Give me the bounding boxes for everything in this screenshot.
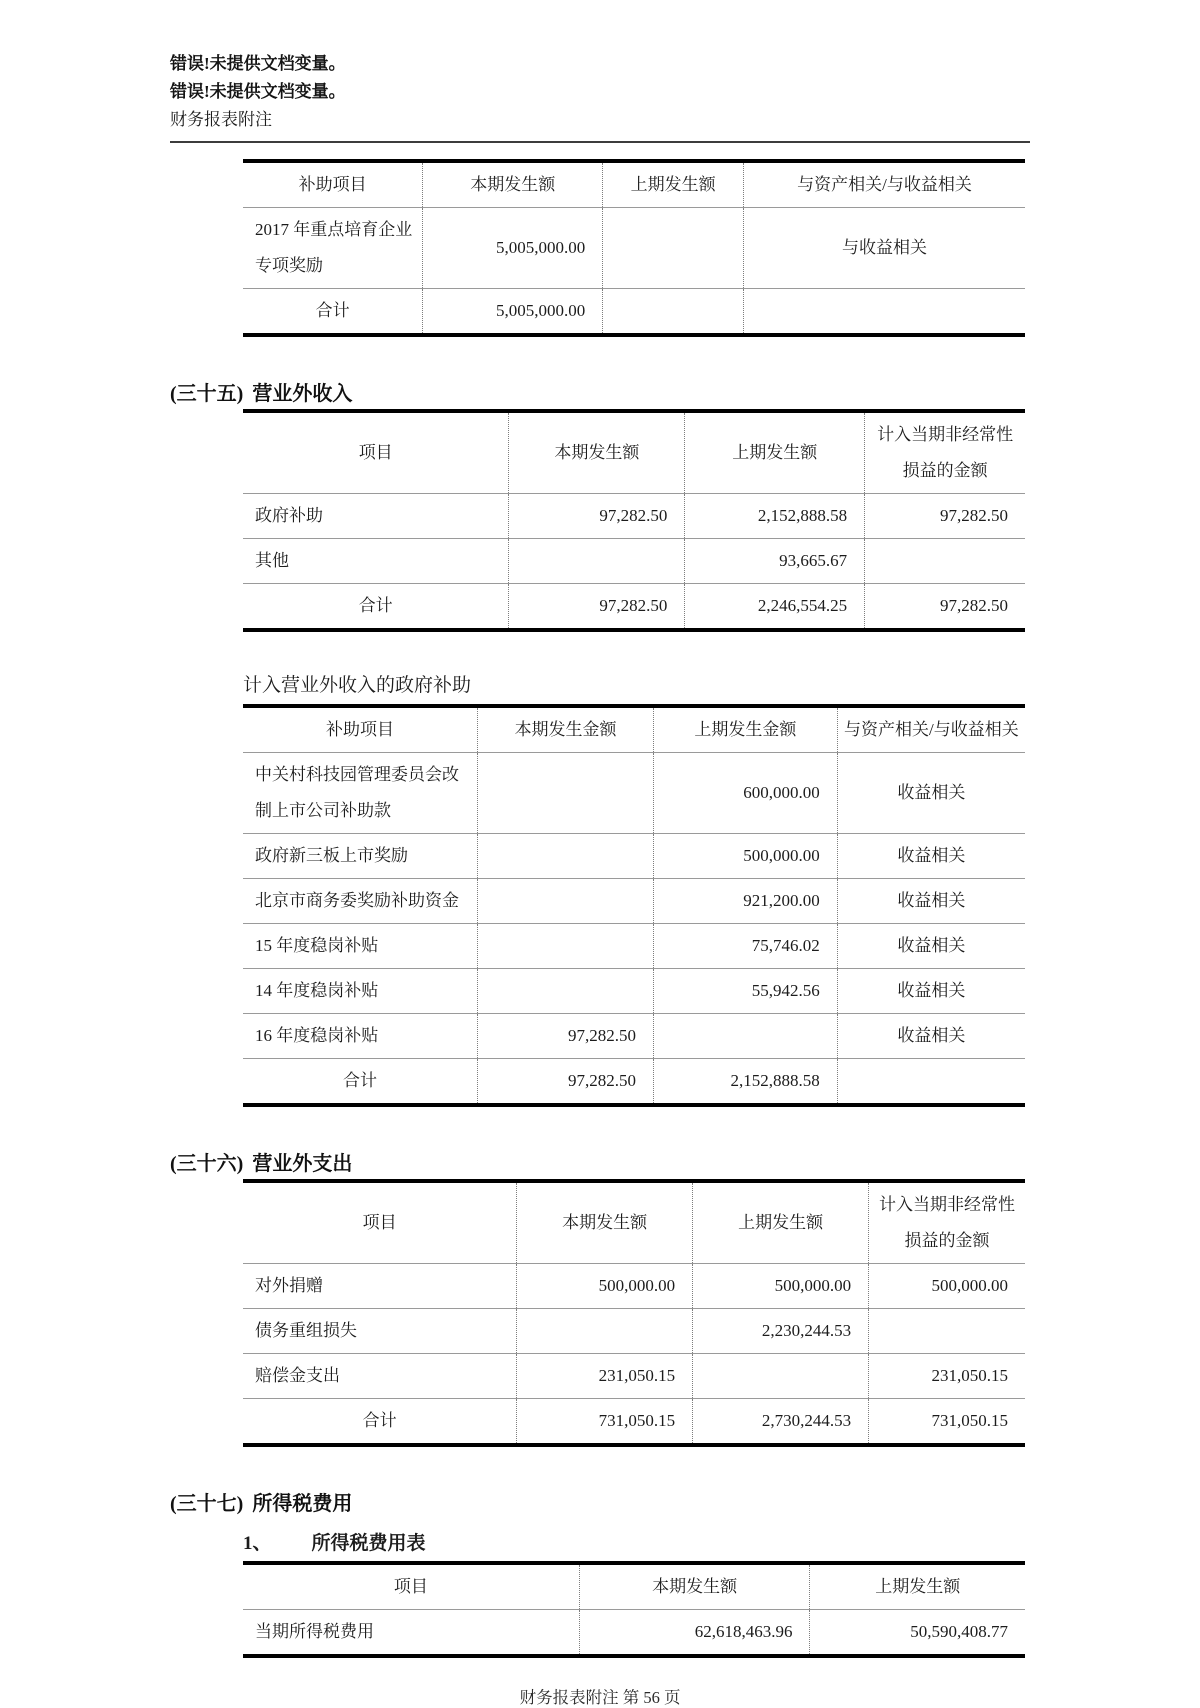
table-header-row [243, 161, 1025, 208]
cell-amount: 97,282.50 [865, 584, 1025, 631]
column-header: 项目 [243, 1181, 517, 1264]
column-header: 本期发生金额 [478, 706, 654, 753]
cell-amount: 2,246,554.25 [685, 584, 865, 631]
cell-amount [603, 289, 744, 336]
column-header: 上期发生额 [603, 161, 744, 208]
section-heading-37 [170, 1487, 1030, 1516]
cell-amount: 5,005,000.00 [423, 208, 603, 289]
table-row [243, 494, 1025, 539]
cell-relation: 与收益相关 [743, 208, 1025, 289]
cell-amount: 2,230,244.53 [693, 1309, 869, 1354]
table-row [243, 969, 1025, 1014]
column-header: 补助项目 [243, 161, 423, 208]
table-header-row [243, 706, 1025, 753]
cell-item: 政府新三板上市奖励 [243, 834, 478, 879]
non-operating-income-table [243, 409, 1025, 632]
cell-amount [509, 539, 685, 584]
cell-amount: 731,050.15 [869, 1399, 1025, 1446]
cell-relation: 收益相关 [837, 1014, 1025, 1059]
cell-relation [837, 1059, 1025, 1106]
column-header: 本期发生额 [579, 1563, 810, 1610]
cell-amount: 97,282.50 [478, 1059, 654, 1106]
cell-amount: 231,050.15 [869, 1354, 1025, 1399]
section-number: (三十七) [170, 1493, 244, 1515]
cell-amount: 62,618,463.96 [579, 1610, 810, 1657]
cell-amount: 93,665.67 [685, 539, 865, 584]
cell-amount [693, 1354, 869, 1399]
table-row [243, 1264, 1025, 1309]
cell-relation: 收益相关 [837, 879, 1025, 924]
cell-item: 14 年度稳岗补贴 [243, 969, 478, 1014]
cell-amount: 97,282.50 [478, 1014, 654, 1059]
cell-relation: 收益相关 [837, 753, 1025, 834]
cell-amount: 50,590,408.77 [810, 1610, 1025, 1657]
gov-subsidy-table [243, 704, 1025, 1107]
subheading-number: 1、 [243, 1533, 272, 1554]
table-total-row [243, 584, 1025, 631]
cell-amount [865, 539, 1025, 584]
cell-item: 中关村科技园管理委员会改制上市公司补助款 [243, 753, 478, 834]
section-heading-35 [170, 377, 1030, 406]
cell-amount [603, 208, 744, 289]
column-header: 本期发生额 [509, 411, 685, 494]
cell-relation [743, 289, 1025, 336]
header-error-line-1: 错误!未提供文档变量。 [170, 54, 346, 73]
cell-item: 其他 [243, 539, 509, 584]
column-header: 上期发生额 [685, 411, 865, 494]
cell-relation: 收益相关 [837, 969, 1025, 1014]
table-total-row [243, 289, 1025, 336]
cell-total-label: 合计 [362, 1411, 397, 1430]
table-row [243, 834, 1025, 879]
column-header: 计入当期非经常性损益的金额 [869, 1181, 1025, 1264]
column-header: 计入当期非经常性损益的金额 [865, 411, 1025, 494]
table-total-row [243, 1399, 1025, 1446]
cell-item: 2017 年重点培育企业专项奖励 [243, 208, 423, 289]
cell-item: 对外捐赠 [243, 1264, 517, 1309]
cell-amount [478, 924, 654, 969]
table-row [243, 924, 1025, 969]
cell-total-label: 合计 [315, 301, 350, 320]
section-heading-36 [170, 1147, 1030, 1176]
income-tax-table [243, 1561, 1025, 1658]
cell-amount: 600,000.00 [654, 753, 838, 834]
cell-amount: 5,005,000.00 [423, 289, 603, 336]
section-number: (三十六) [170, 1153, 244, 1175]
subsidy-top-table [243, 159, 1025, 337]
cell-amount [517, 1309, 693, 1354]
table-header-row [243, 1181, 1025, 1264]
column-header: 上期发生额 [693, 1181, 869, 1264]
column-header: 上期发生金额 [654, 706, 838, 753]
section-number: (三十五) [170, 383, 244, 405]
cell-amount: 500,000.00 [517, 1264, 693, 1309]
table-row [243, 753, 1025, 834]
column-header: 与资产相关/与收益相关 [837, 706, 1025, 753]
cell-amount: 2,730,244.53 [693, 1399, 869, 1446]
subheading-title: 所得税费用表 [311, 1533, 426, 1554]
cell-total-label: 合计 [343, 1071, 378, 1090]
cell-amount: 500,000.00 [654, 834, 838, 879]
cell-item: 赔偿金支出 [243, 1354, 517, 1399]
cell-amount [478, 969, 654, 1014]
cell-relation: 收益相关 [837, 834, 1025, 879]
cell-item: 债务重组损失 [243, 1309, 517, 1354]
cell-item: 16 年度稳岗补贴 [243, 1014, 478, 1059]
header-error-line-2: 错误!未提供文档变量。 [170, 82, 346, 101]
cell-amount [478, 879, 654, 924]
cell-amount: 2,152,888.58 [685, 494, 865, 539]
cell-amount [654, 1014, 838, 1059]
header-subtitle: 财务报表附注 [170, 110, 272, 129]
cell-amount: 500,000.00 [869, 1264, 1025, 1309]
cell-item: 15 年度稳岗补贴 [243, 924, 478, 969]
column-header: 与资产相关/与收益相关 [743, 161, 1025, 208]
table-row [243, 539, 1025, 584]
cell-amount: 231,050.15 [517, 1354, 693, 1399]
column-header: 项目 [243, 1563, 579, 1610]
table-row [243, 1354, 1025, 1399]
cell-amount: 500,000.00 [693, 1264, 869, 1309]
table-header-row [243, 411, 1025, 494]
column-header: 上期发生额 [810, 1563, 1025, 1610]
cell-amount: 97,282.50 [509, 494, 685, 539]
section-title: 所得税费用 [252, 1493, 353, 1515]
table-row [243, 1309, 1025, 1354]
cell-amount: 921,200.00 [654, 879, 838, 924]
cell-item: 政府补助 [243, 494, 509, 539]
cell-total-label: 合计 [358, 596, 393, 615]
header-rule [170, 141, 1030, 143]
cell-item: 当期所得税费用 [255, 1622, 374, 1641]
cell-amount [478, 834, 654, 879]
table-total-row [243, 1059, 1025, 1106]
cell-relation: 收益相关 [837, 924, 1025, 969]
cell-amount: 2,152,888.58 [654, 1059, 838, 1106]
income-tax-subheading [243, 1528, 1030, 1555]
page-footer: 财务报表附注 第 56 页 [519, 1688, 681, 1707]
cell-amount: 97,282.50 [865, 494, 1025, 539]
cell-amount [869, 1309, 1025, 1354]
cell-amount [478, 753, 654, 834]
table-row [243, 1610, 1025, 1657]
section-title: 营业外支出 [252, 1153, 353, 1175]
gov-subsidy-heading: 计入营业外收入的政府补助 [243, 675, 472, 696]
table-header-row [243, 1563, 1025, 1610]
table-row [243, 879, 1025, 924]
section-title: 营业外收入 [252, 383, 353, 405]
cell-item: 北京市商务委奖励补助资金 [243, 879, 478, 924]
non-operating-expense-table [243, 1179, 1025, 1447]
cell-amount: 75,746.02 [654, 924, 838, 969]
document-header [170, 50, 1030, 143]
table-row [243, 1014, 1025, 1059]
cell-amount: 55,942.56 [654, 969, 838, 1014]
table-row [243, 208, 1025, 289]
column-header: 本期发生额 [423, 161, 603, 208]
column-header: 项目 [243, 411, 509, 494]
cell-amount: 97,282.50 [509, 584, 685, 631]
column-header: 本期发生额 [517, 1181, 693, 1264]
cell-amount: 731,050.15 [517, 1399, 693, 1446]
column-header: 补助项目 [243, 706, 478, 753]
